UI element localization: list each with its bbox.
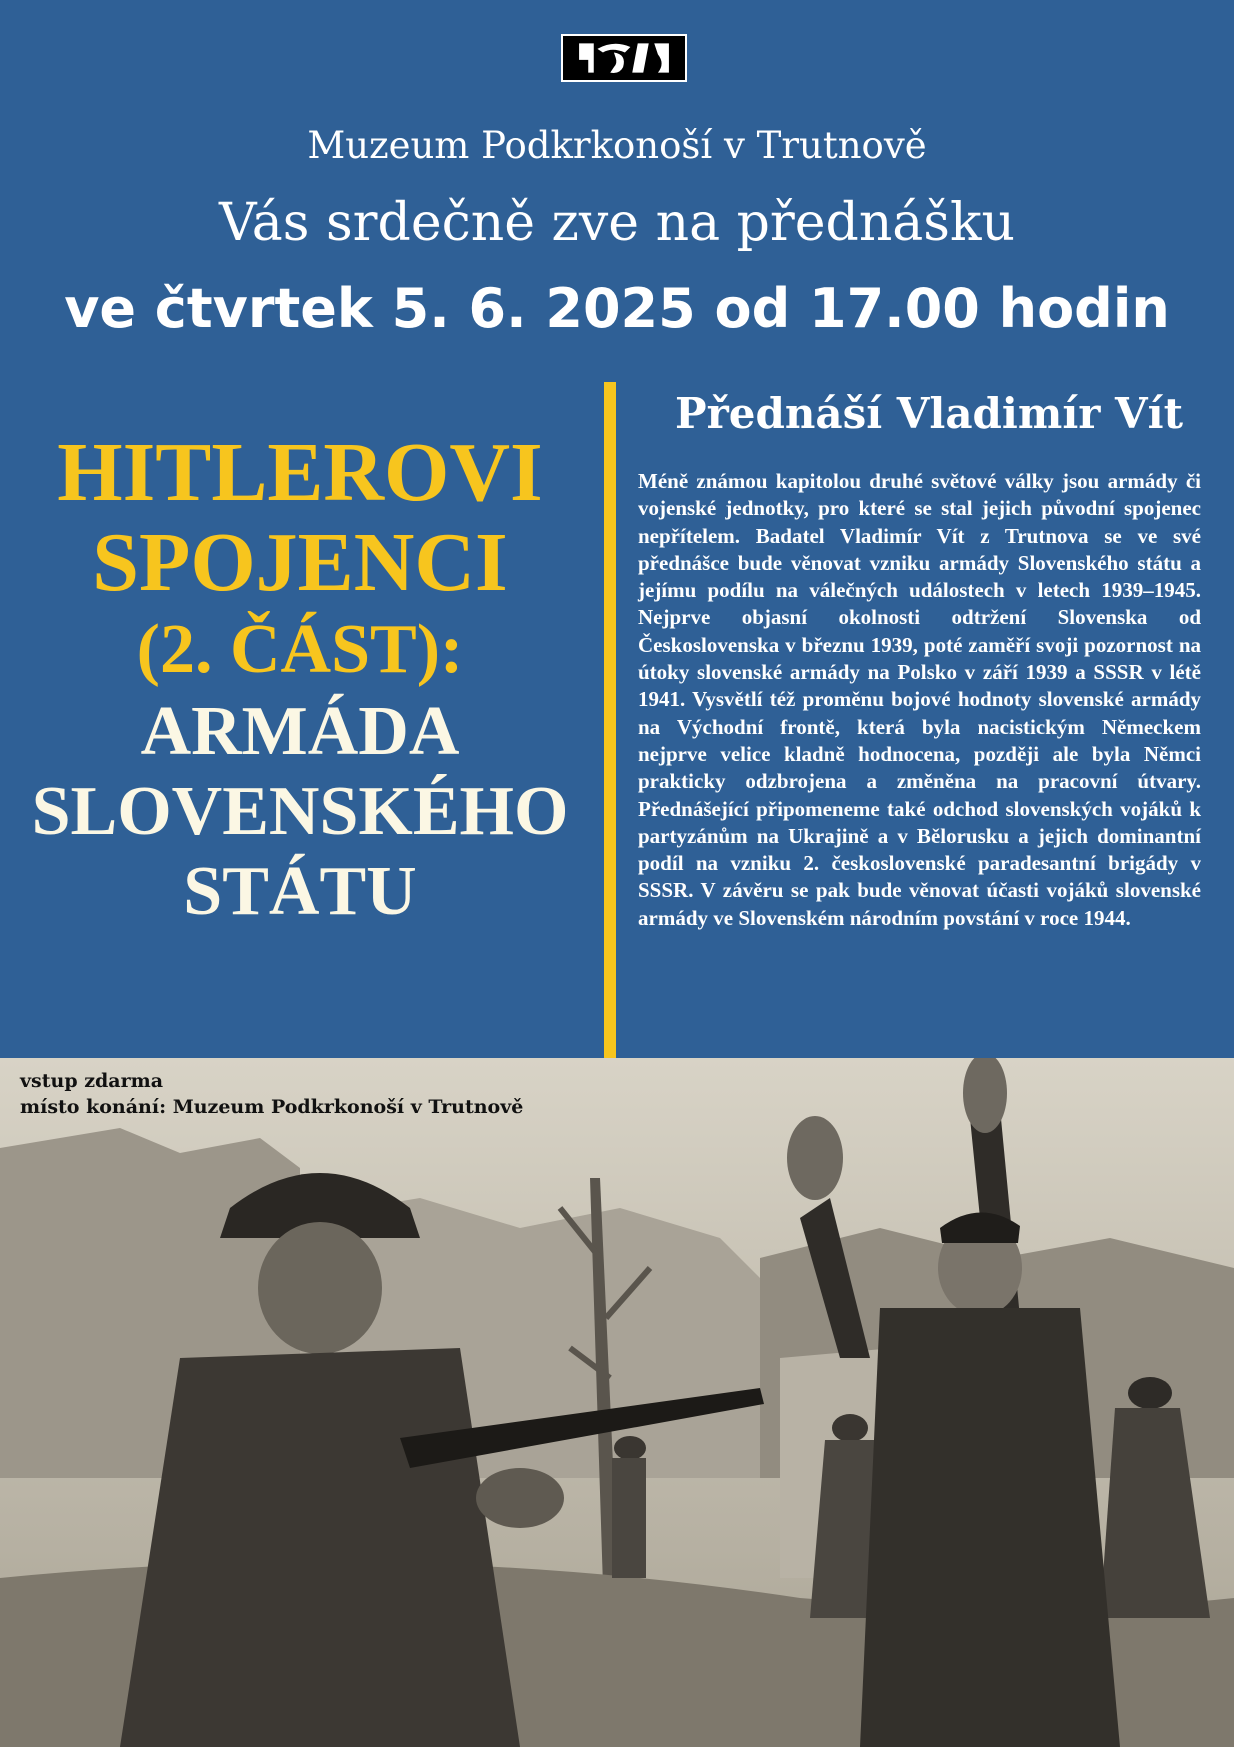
museum-logo-icon [561, 34, 687, 82]
historical-photo [0, 1058, 1234, 1747]
speaker-name: Přednáší Vladimír Vít [675, 389, 1183, 438]
entry-info: vstup zdarma [20, 1070, 164, 1092]
lecture-title [10, 428, 590, 932]
title-line-1: HITLEROVI [57, 426, 543, 519]
title-line-5: SLOVENSKÉHO [31, 773, 569, 850]
yellow-divider [604, 382, 616, 1058]
title-line-6: STÁTU [183, 853, 417, 930]
title-line-2: SPOJENCI [92, 516, 508, 609]
invitation-text: Vás srdečně zve na přednášku [219, 193, 1015, 253]
title-line-3: (2. ČÁST): [136, 611, 464, 688]
venue-info: místo konání: Muzeum Podkrkonoší v Trutnově [20, 1096, 524, 1118]
title-line-4: ARMÁDA [140, 693, 460, 770]
event-datetime: ve čtvrtek 5. 6. 2025 od 17.00 hodin [64, 277, 1170, 340]
event-info [20, 1068, 523, 1120]
museum-name: Muzeum Podkrkonoší v Trutnově [307, 124, 927, 167]
lecture-description: Méně známou kapitolou druhé světové války jsou armády či vojenské jednotky, pro které se stal jejich původní spojenec nepřítelem. Badatel Vladimír Vít z Trutnova se ve své přednášce bude věnovat vzniku armády Slovenského státu a jejímu podílu na válečných událostech v letech 1939–1945. Nejprve objasní okolnosti odtržení Slovenska od Československa v březnu 1939, poté zaměří svoji pozornost na útoky slovenské armády na Polsko v září 1939 a SSSR v létě 1941. Vysvětlí též proměnu bojové hodnoty slovenské armády na Východní frontě, která byla nacistickým Německem nejprve velice kladně hodnocena, později ale byla Němci prakticky odzbrojena a změněna na pracovní útvary. Přednášející připomeneme také odchod slovenských vojáků k partyzánům na Ukrajině a v Bělorusku a jejich dominantní podíl na vzniku 2. československé paradesantní brigády v SSSR. V závěru se pak bude věnovat účasti vojáků slovenské armády ve Slovenském národním povstání v roce 1944. [638, 469, 1201, 930]
